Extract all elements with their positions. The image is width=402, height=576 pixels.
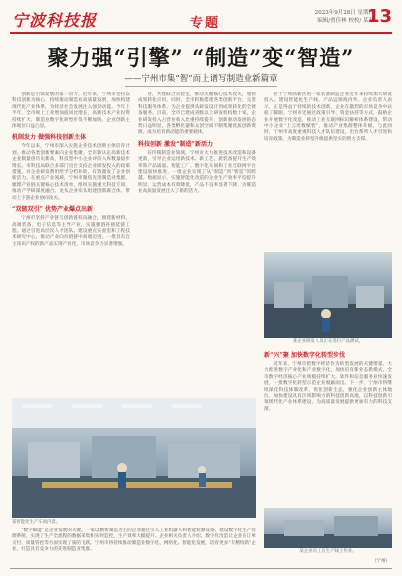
- article-subhead: ——宁州市集“智”而上谱写制造业新篇章: [124, 74, 278, 84]
- issue-date: 2023年9月28日 星期四: [314, 10, 374, 16]
- factory-photo-right-illustration: [264, 252, 392, 338]
- section-heading-1: 机制发力 做强科技创新主体: [12, 134, 87, 142]
- date-line: [315, 9, 374, 25]
- right-paragraph: 位于宁州高新区的一家装备制造企业近年来持续加大研发投入，建设智能化生产线，产品远销海内外。企业负责人表示，正是得益于持续的技术创新，企业在激烈的市场竞争中站稳了脚跟。宁州市还通过政策引导、资金扶持等方式，鼓励企业开展数字化改造，推动工业互联网标识解析体系建设，带动中小企业“上云用数赋智”，推动产业集群整体升级。与此同时，宁州市高度重视科技人才队伍建设，出台系列人才引进和培育政策，为制造业转型升级提供坚实的智力支撑。: [264, 92, 392, 142]
- bottom-paragraph: “数字赋能”是企业发展的关键。一家以精密制造为主的企业通过引入工业机器人和智能检测设备，建设数字化生产管理系统，实现了生产全流程的数据采集和实时监控，生产效率大幅提升。企业相关负责人介绍，数字化改造让企业在订单交付、质量管控等方面实现了质的飞跃。宁州市将持续推动制造业数字化、网络化、智能化发展，培育更多“专精特新”企业，打造具有竞争力的先进制造业集群。: [12, 528, 256, 553]
- page-header: [0, 0, 402, 36]
- middle-paragraph: 业，共建联合实验室，推动关键核心技术攻关，加快成果转化应用。同时，全市积极搭建各类创新平台，完善科技服务体系，为企业提供从研发设计到成果转化的全链条服务。目前，全市已建成省级以上研发机构数十家，企业研发投入占营业收入比重持续提升，创新驱动发展的态势日益明显。各类孵化器和众创空间不断集聚优质创新资源，成为培育新动能的重要载体。: [138, 92, 256, 136]
- article-column-bottom: [12, 528, 256, 556]
- subhead-divider: [125, 86, 277, 87]
- photo-left-caption: 某智能化生产车间内景。: [12, 520, 61, 525]
- factory-photo-small-illustration: [264, 508, 392, 548]
- factory-photo-small: [264, 508, 392, 548]
- factory-photo-left: [12, 398, 256, 518]
- article-column-right-2: [264, 348, 392, 518]
- photo-right-caption: 某企业研发人员正在进行产品测试。: [292, 339, 364, 344]
- editor-credits: 编辑/贾佳林 校校/ 某某: [317, 18, 374, 24]
- section-body-1: 今年以来，宁州市深入实施企业技术创新主体培育计划，推动各类创新要素向企业集聚。全市新认定高新技术企业数量创历史新高，科技型中小企业评价入库数量稳步增长。市科技局联合多部门出台支持企业研发投入的政策措施，对企业研发费用给予分档补助，有效激发了企业创新活力。在重点产业领域，宁州市聚焦先进制造业集群，梳理产业链关键核心技术清单，组织实施重大科技专项，推动产学研深度融合。龙头企业牵头组建创新联合体，带动上下游企业协同攻关。: [12, 144, 130, 201]
- photo-small-caption: 某企业员工在生产线上作业。: [299, 549, 357, 554]
- section-heading-2: “双链双引” 优势产业爆点出新: [12, 206, 93, 214]
- article-column-middle: [138, 92, 256, 292]
- article-headline: 聚力强“引擎” “制造”变“智造”: [47, 45, 355, 70]
- section-body-4: 近年来，宁州市把数字经济作为转型发展的关键增量，大力推进数字产业化和产业数字化，加快培育新业态新模式。全市数字经济核心产业规模持续扩大，软件和信息服务业快速发展，一批数字化转型示范企业脱颖而出。下一步，宁州市将继续深化科技体制改革，优化创新生态，强化企业创新主体地位，加快建设具有区域影响力的科技创新高地，以科技创新引领现代化产业体系建设，为高质量发展提供更加有力的科技支撑。: [264, 362, 392, 412]
- footer-divider: [10, 568, 392, 569]
- page-number: 13: [366, 6, 392, 27]
- intro-paragraph: 创新是引领发展的第一动力。近年来，宁州市坚持以科技创新为核心，持续推动制造业高质量发展，加快构建现代化产业体系，为经济社会发展注入强劲动能。今年上半年，全市规上工业增加值同比增长，高新技术产业投资持续扩大，制造业数字化转型步伐不断加快，企业创新主体地位日益凸显。: [12, 92, 130, 130]
- section-heading-4: 新“兴”聚 加快数字化转型步伐: [264, 352, 345, 359]
- article-column-right: [264, 92, 392, 248]
- section-heading-3: 科技创新 激发“制造”新活力: [138, 140, 213, 148]
- section-body-3: 在传统制造业领域，宁州市大力推进技术改造和设备更新，引导企业运用新技术、新工艺、新装备提升生产效率和产品质量。智能工厂、数字化车间和工业互联网平台建设加快推进，一批企业实现了从“制造”到“智造”的跨越。数据显示，实施智能化改造的企业生产效率平均提升明显，运营成本有效降低，产品不良率显著下降，为制造业高质量发展注入了新的活力。: [138, 150, 256, 195]
- section-title: 专题: [190, 16, 221, 31]
- factory-photo-left-illustration: [12, 398, 256, 518]
- newspaper-logo: 宁波科技报: [12, 11, 98, 30]
- article-column-left: [12, 92, 130, 392]
- article-author: （宁州）: [372, 559, 390, 564]
- factory-photo-right: [264, 252, 392, 338]
- section-body-2: 宁州市坚持产业链与创新链双向融合，围绕新材料、高端装备、电子信息等主导产业，实施强链补链延链工程。通过引进高层次人才团队、建设重点实验室和工程技术研究中心，推动产业向价值链中高端迈进。一批具有自主知识产权的新产品实现产业化，市场竞争力显著增强。: [12, 216, 130, 247]
- header-divider: [10, 32, 392, 34]
